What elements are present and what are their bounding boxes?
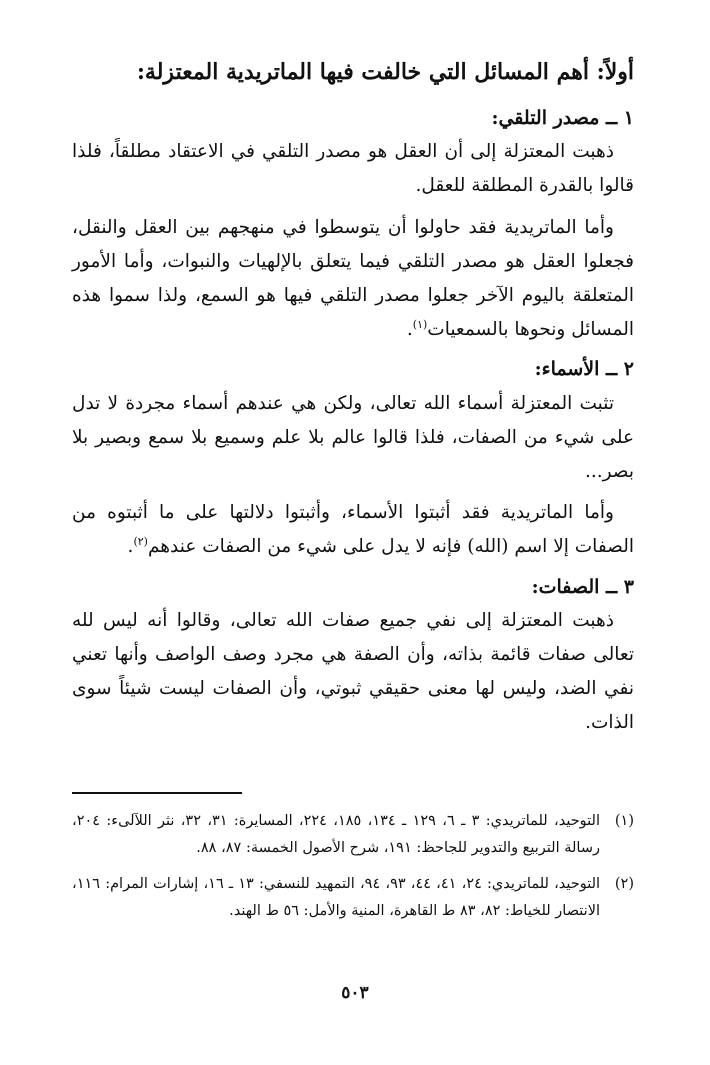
section-heading: ٢ ــ الأسماء: <box>534 358 634 381</box>
paragraph-end: . <box>127 536 134 558</box>
footnote-divider <box>72 792 242 794</box>
paragraph <box>72 387 634 489</box>
page-number: ٥٠٣ <box>341 983 369 1003</box>
section-heading: ٣ ــ الصفات: <box>531 576 634 599</box>
paragraph <box>72 135 634 203</box>
section-names <box>72 354 634 564</box>
paragraph-text: وأما الماتريدية فقد أثبتوا الأسماء، وأثبتوا دلالتها على ما أثبتوه من الصفات إلا اسم (الله) فإنه لا يدل على شيء من الصفات عندهم <box>72 502 634 558</box>
paragraph-text: ذهبت المعتزلة إلى أن العقل هو مصدر التلقي في الاعتقاد مطلقاً، فلذا قالوا بالقدرة المطلقة للعقل. <box>72 141 634 197</box>
section-source <box>72 103 634 346</box>
paragraph-end: . <box>406 318 413 340</box>
section-heading: ١ ــ مصدر التلقي: <box>491 107 634 129</box>
footnote <box>72 871 634 925</box>
section-attributes <box>72 572 634 740</box>
footnote-number: (٢) <box>614 876 634 893</box>
paragraph <box>72 211 634 346</box>
footnote-ref[interactable]: (٢) <box>133 535 148 549</box>
footnote-number: (١) <box>614 812 634 829</box>
paragraph <box>72 496 634 564</box>
paragraph-text: وأما الماتريدية فقد حاولوا أن يتوسطوا في منهجهم بين العقل والنقل، فجعلوا العقل هو مصدر التلقي فيما يتعلق بالإلهيات والنبوات، وأما الأمور المتعلقة باليوم الآخر جعلوا مصدر التلقي فيها هو السمع، ولذا سموا هذه المسائل ونحوها بالسمعيات <box>72 217 634 340</box>
footnote <box>72 808 634 862</box>
paragraph <box>72 604 634 739</box>
footnote-text: التوحيد، للماتريدي: ٣ ـ ٦، ١٢٩ ـ ١٣٤، ١٨٥، ٢٢٤، المسايرة: ٣١، ٣٢، نثر اللآلىء: ٢٠٤، رسالة التربيع والتدوير للجاحظ: ١٩١، شرح الأصول الخمسة: ٨٧، ٨٨. <box>72 812 600 856</box>
footnote-ref[interactable]: (١) <box>412 317 428 331</box>
footnote-text: التوحيد، للماتريدي: ٢٤، ٤١، ٤٤، ٩٣، ٩٤، التمهيد للنسفي: ١٣ ـ ١٦، إشارات المرام: ١١٦، الانتصار للخياط: ٨٢، ٨٣ ط القاهرة، المنية والأمل: ٥٦ ط الهند. <box>72 876 601 920</box>
paragraph-text: تثبت المعتزلة أسماء الله تعالى، ولكن هي عندهم أسماء مجردة لا تدل على شيء من الصفات، فلذا قالوا عالم بلا علم وسميع بلا سمع وبصير بلا بصر... <box>72 392 634 482</box>
paragraph-text: ذهبت المعتزلة إلى نفي جميع صفات الله تعالى، وقالوا أنه ليس لله تعالى صفات قائمة بذاته، وأن الصفة هي مجرد وصف الواصف وأنها تعني نفي الضد، وليس لها معنى حقيقي ثبوتي، وأن الصفات ليست شيئاً سوى الذات. <box>72 610 634 733</box>
main-heading: أولاً: أهم المسائل التي خالفت فيها الماتريدية المعتزلة: <box>136 59 634 85</box>
footnotes <box>72 808 634 925</box>
